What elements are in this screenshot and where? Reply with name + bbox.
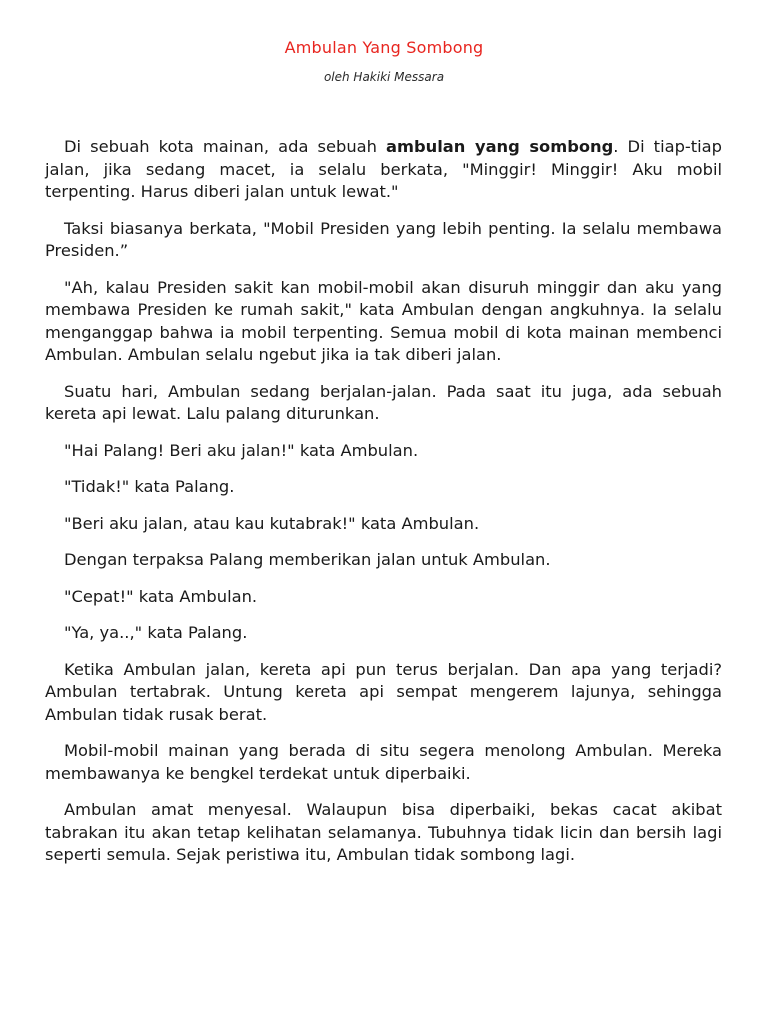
paragraph-8: Dengan terpaksa Palang memberikan jalan untuk Ambulan.	[64, 550, 551, 569]
paragraph-1-bold-phrase: ambulan yang sombong	[386, 137, 614, 156]
paragraph-3: "Ah, kalau Presiden sakit kan mobil-mobil akan disuruh minggir dan aku yang membawa Presiden ke rumah sakit," kata Ambulan dengan angkuhnya. Ia selalu menganggap bahwa ia mobil terpenting. Semua mobil di kota mainan membenci Ambulan. Ambulan selalu ngebut jika ia tak diberi jalan.	[45, 277, 722, 364]
story-title: Ambulan Yang Sombong	[284, 38, 484, 57]
paragraph-7: "Beri aku jalan, atau kau kutabrak!" kata Ambulan.	[64, 513, 480, 533]
paragraph-5: "Hai Palang! Beri aku jalan!" kata Ambulan.	[64, 440, 419, 460]
paragraph-11: Ketika Ambulan jalan, kereta api pun terus berjalan. Dan apa yang terjadi? Ambulan tertabrak. Untung kereta api sempat mengerem lajunya, sehingga Ambulan tidak rusak berat.	[45, 659, 722, 724]
paragraph-9: "Cepat!" kata Ambulan.	[64, 586, 258, 606]
paragraph-1-rest: . Di tiap-tiap jalan, jika sedang macet, ia selalu berkata, "Minggir! Minggir! Aku mobil terpenting. Harus diberi jalan untuk lewat."	[45, 137, 722, 201]
paragraph-13: Ambulan amat menyesal. Walaupun bisa diperbaiki, bekas cacat akibat tabrakan itu akan tetap kelihatan selamanya. Tubuhnya tidak licin dan bersih lagi seperti semula. Sejak peristiwa itu, Ambulan tidak sombong lagi.	[45, 800, 722, 864]
paragraph-1	[45, 136, 722, 204]
story-body	[45, 136, 722, 881]
paragraph-4: Suatu hari, Ambulan sedang berjalan-jalan. Pada saat itu juga, ada sebuah kereta api lewat. Lalu palang diturunkan.	[45, 381, 722, 423]
paragraph-2: Taksi biasanya berkata, "Mobil Presiden yang lebih penting. Ia selalu membawa Presiden.”	[45, 218, 722, 260]
paragraph-12: Mobil-mobil mainan yang berada di situ segera menolong Ambulan. Mereka membawanya ke bengkel terdekat untuk diperbaiki.	[45, 741, 722, 783]
paragraph-1-intro: Di sebuah kota mainan, ada sebuah	[64, 137, 387, 156]
paragraph-6: "Tidak!" kata Palang.	[64, 477, 235, 496]
paragraph-10: "Ya, ya..," kata Palang.	[64, 623, 248, 642]
story-author: oleh Hakiki Messara	[323, 70, 445, 84]
